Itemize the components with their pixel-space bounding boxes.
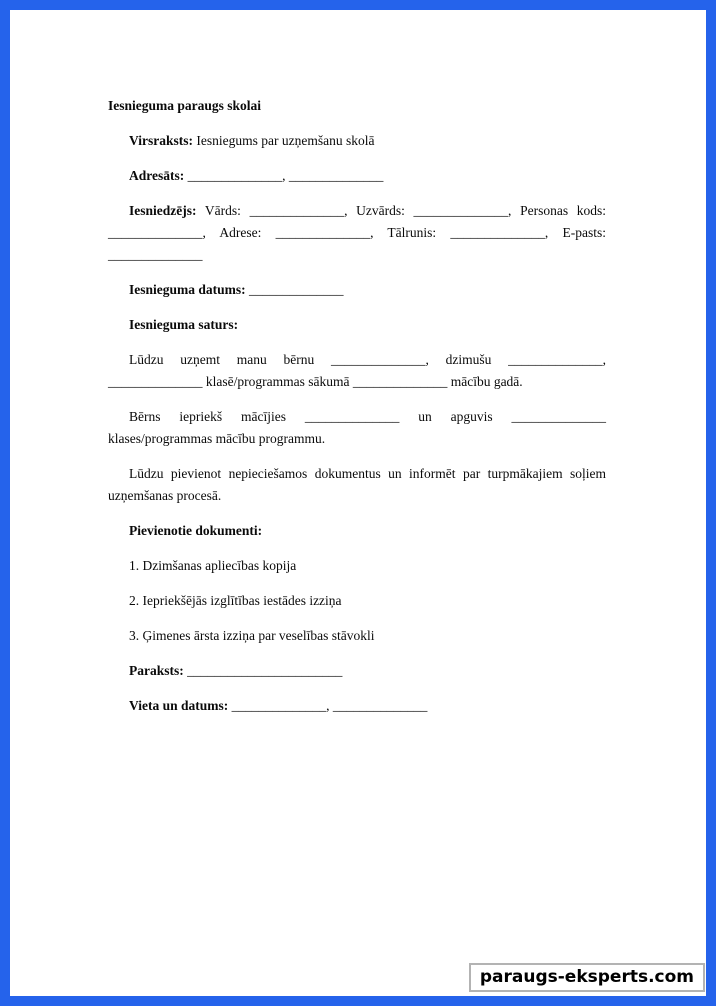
adresats-line <box>108 165 606 187</box>
virsraksts-value: Iesniegums par uzņemšanu skolā <box>193 133 375 148</box>
vieta-datums-blanks: ______________, ______________ <box>228 698 428 713</box>
document-item-3-text: 3. Ģimenes ārsta izziņa par veselības stāvokli <box>129 628 375 643</box>
watermark-site-badge: paraugs-eksperts.com <box>469 963 705 992</box>
application-form-document <box>10 10 706 717</box>
document-title: Iesnieguma paraugs skolai <box>108 98 262 113</box>
request-text: Lūdzu uzņemt manu bērnu ______________, dzimušu ______________, ______________ klasē/programmas sākumā ______________ mācību gadā. <box>108 352 606 389</box>
document-item-1-text: 1. Dzimšanas apliecības kopija <box>129 558 297 573</box>
documents-request-paragraph <box>108 463 606 507</box>
previous-school-text: Bērns iepriekš mācījies ______________ un apguvis ______________ klases/programmas mācību programmu. <box>108 409 606 446</box>
datums-label: Iesnieguma datums: <box>129 282 246 297</box>
datums-blank: ______________ <box>245 282 344 297</box>
paraksts-blank: _______________________ <box>183 663 343 678</box>
virsraksts-line <box>108 130 606 152</box>
datums-line <box>108 279 606 301</box>
previous-school-paragraph <box>108 406 606 450</box>
iesniedzejs-paragraph <box>108 200 606 266</box>
document-list-item-3 <box>108 625 606 647</box>
saturs-label: Iesnieguma saturs: <box>129 317 239 332</box>
vieta-datums-label: Vieta un datums: <box>129 698 229 713</box>
adresats-label: Adresāts: <box>129 168 185 183</box>
attached-documents-label: Pievienotie dokumenti: <box>129 523 263 538</box>
adresats-blanks: ______________, ______________ <box>184 168 384 183</box>
iesniedzejs-label: Iesniedzējs: <box>129 203 197 218</box>
virsraksts-label: Virsraksts: <box>129 133 193 148</box>
attached-documents-heading <box>108 520 606 542</box>
iesniedzejs-fields: Vārds: ______________, Uzvārds: ______________, Personas kods: ______________, Adrese: ______________, Tālrunis: ______________, E-pasts: ______________ <box>108 203 606 262</box>
saturs-heading <box>108 314 606 336</box>
paraksts-line <box>108 660 606 682</box>
documents-request-text: Lūdzu pievienot nepieciešamos dokumentus un informēt par turpmākajiem soļiem uzņemšanas procesā. <box>108 466 606 503</box>
document-list-item-1 <box>108 555 606 577</box>
document-item-2-text: 2. Iepriekšējās izglītības iestādes izziņa <box>129 593 342 608</box>
vieta-datums-line <box>108 695 606 717</box>
paraksts-label: Paraksts: <box>129 663 184 678</box>
request-paragraph <box>108 349 606 393</box>
document-list-item-2 <box>108 590 606 612</box>
